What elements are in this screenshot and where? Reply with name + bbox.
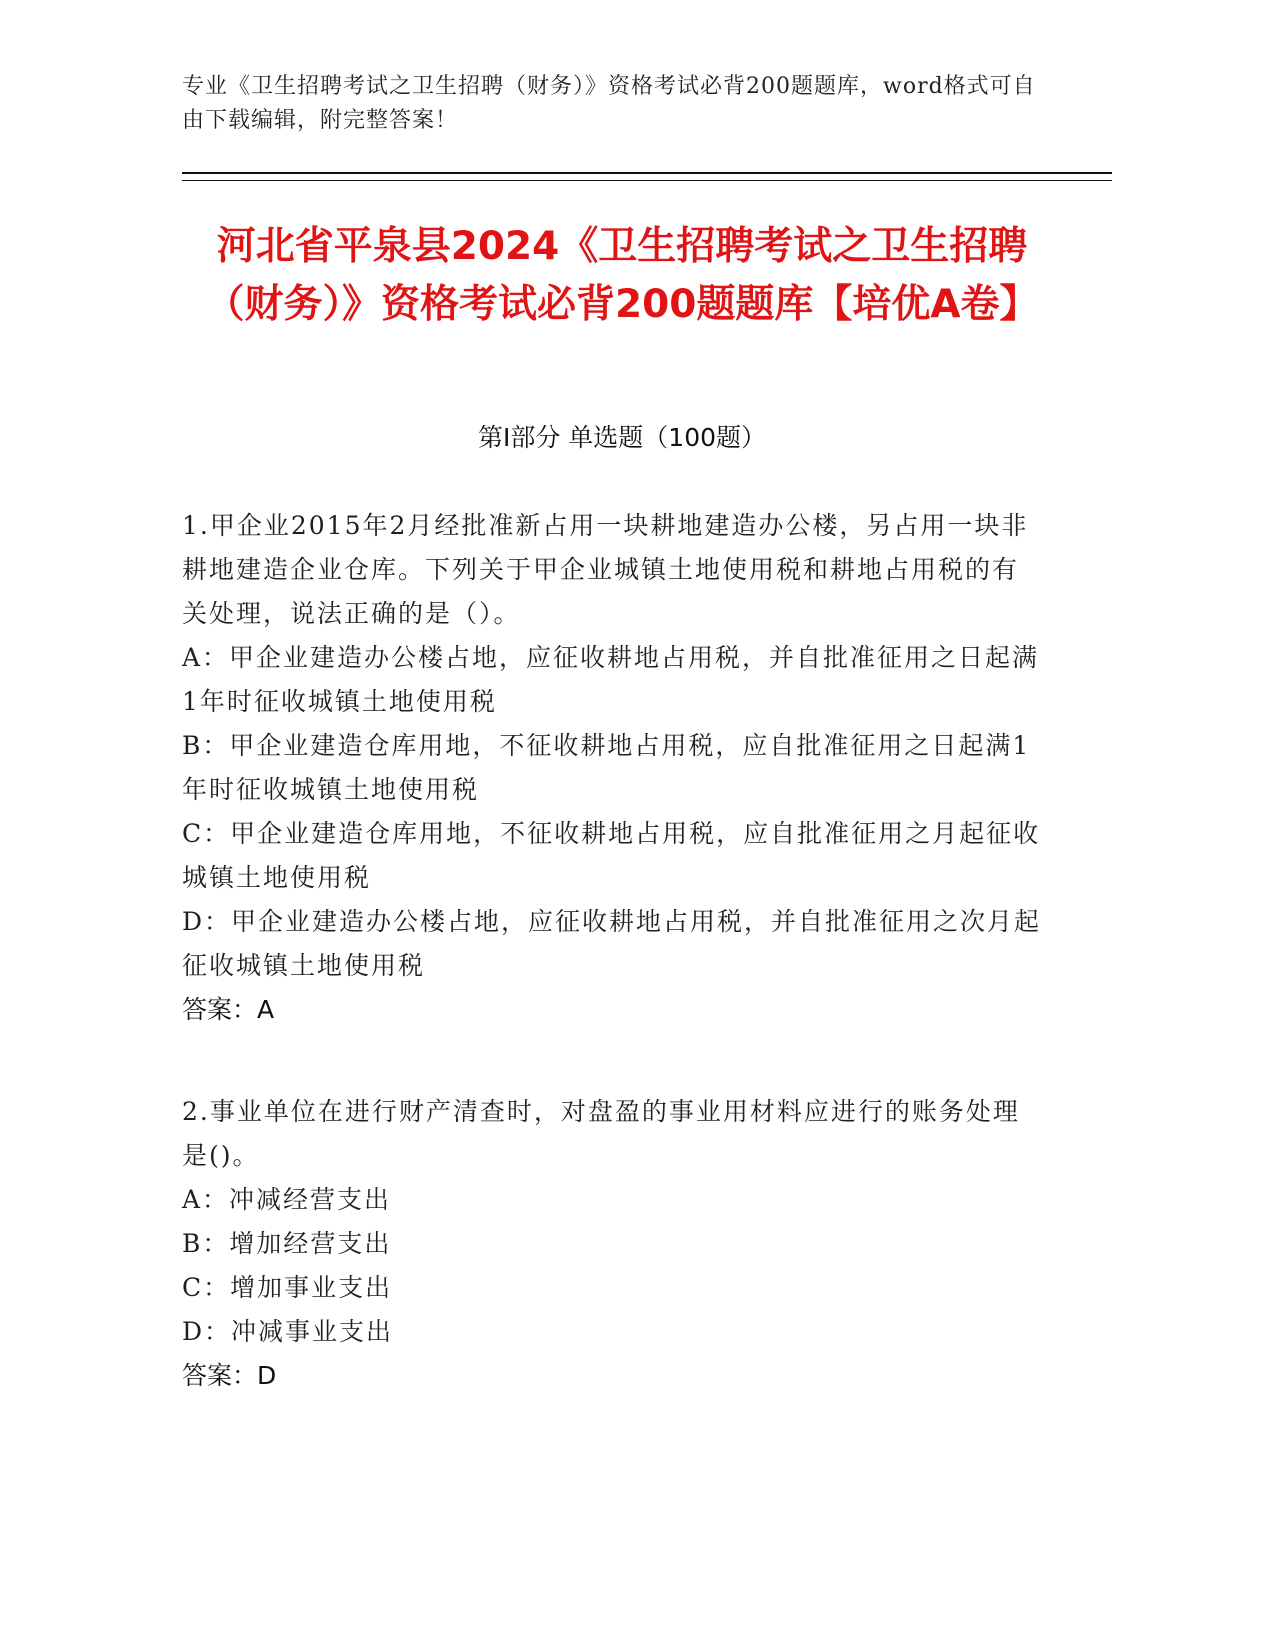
question-option-d: D：甲企业建造办公楼占地，应征收耕地占用税，并自批准征用之次月起征收城镇土地使用税 [182, 907, 1042, 980]
question-answer: 答案：D [182, 1361, 277, 1390]
question-stem: 2.事业单位在进行财产清查时，对盘盈的事业用材料应进行的账务处理是()。 [182, 1097, 1020, 1170]
question-list [182, 504, 1042, 1456]
header-divider-thick [182, 172, 1112, 174]
question-option-a: A：甲企业建造办公楼占地，应征收耕地占用税，并自批准征用之日起满1年时征收城镇土地使用税 [182, 643, 1040, 716]
section-title: 第Ⅰ部分 单选题（100题） [477, 423, 767, 452]
question-option-d: D：冲减事业支出 [182, 1317, 394, 1346]
document-title: 河北省平泉县2024《卫生招聘考试之卫生招聘（财务）》资格考试必背200题题库【培优A卷】 [205, 224, 1039, 327]
question-option-b: B：甲企业建造仓库用地，不征收耕地占用税，应自批准征用之日起满1年时征收城镇土地使用税 [182, 731, 1031, 804]
question-option-b: B：增加经营支出 [182, 1229, 392, 1258]
question-option-c: C：增加事业支出 [182, 1273, 393, 1302]
question-answer: 答案：A [182, 995, 275, 1024]
question-stem: 1.甲企业2015年2月经批准新占用一块耕地建造办公楼，另占用一块非耕地建造企业仓库。下列关于甲企业城镇土地使用税和耕地占用税的有关处理，说法正确的是（）。 [182, 511, 1029, 628]
header-divider-thin [182, 180, 1112, 181]
question-item [182, 504, 1042, 1032]
question-item [182, 1090, 1042, 1398]
question-option-a: A：冲减经营支出 [182, 1185, 392, 1214]
question-option-c: C：甲企业建造仓库用地，不征收耕地占用税，应自批准征用之月起征收城镇土地使用税 [182, 819, 1041, 892]
header-note: 专业《卫生招聘考试之卫生招聘（财务）》资格考试必背200题题库，word格式可自由下载编辑，附完整答案！ [182, 74, 1036, 133]
